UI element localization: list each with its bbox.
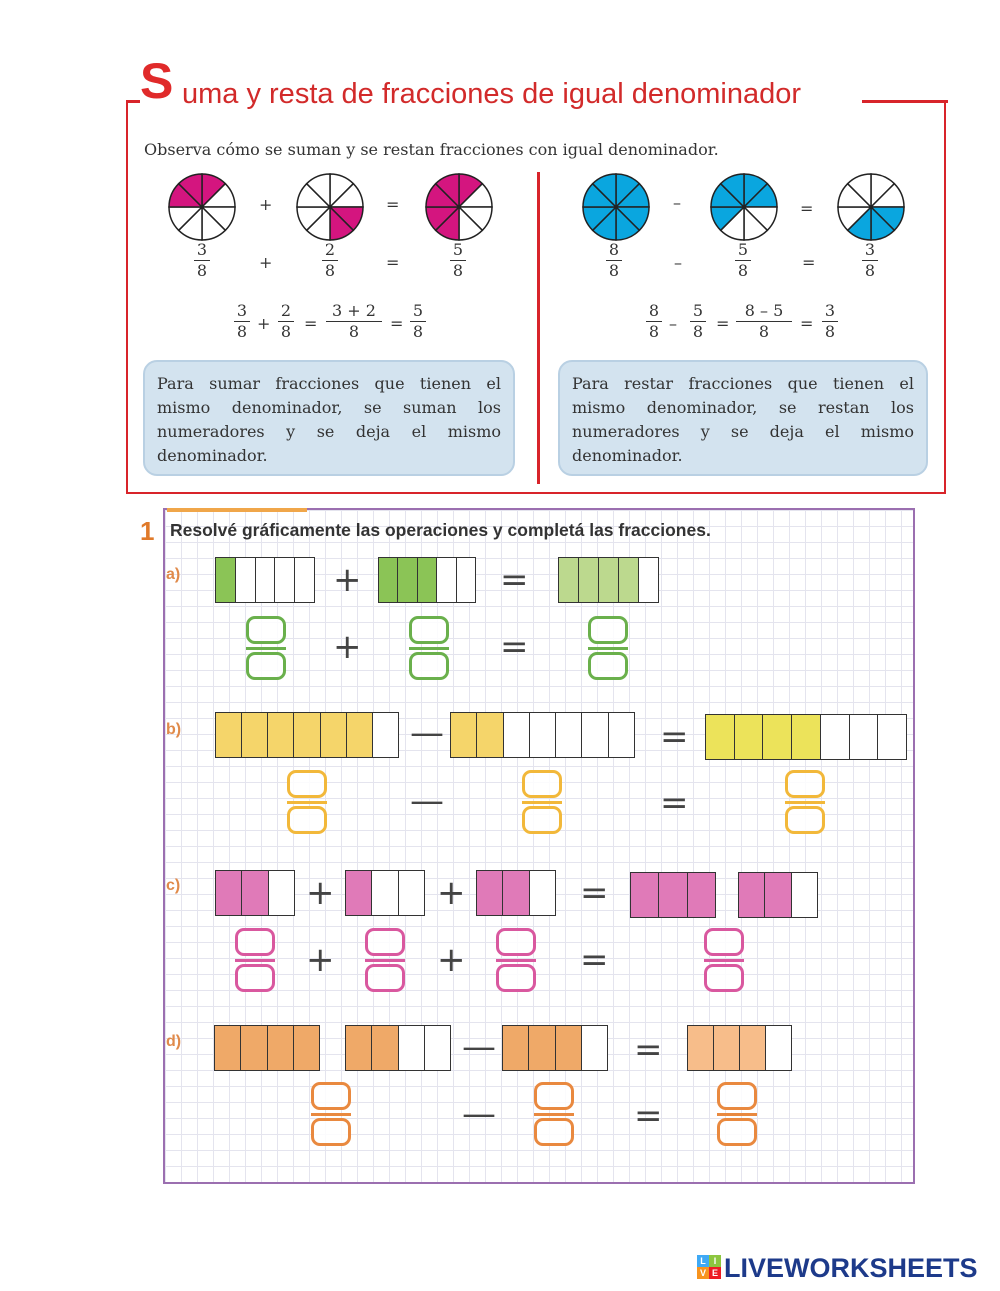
exercise-title: Resolvé gráficamente las operaciones y completá las fracciones. (170, 520, 711, 540)
row-label-d: d) (166, 1033, 182, 1050)
equals-sign: = (386, 253, 400, 272)
numerator-input[interactable] (235, 928, 275, 956)
plus-sign: + (437, 940, 466, 980)
answer-a2[interactable] (409, 616, 449, 682)
fraction-8-8 (606, 241, 622, 281)
denominator: 8 (758, 322, 770, 342)
plus-sign: + (333, 627, 362, 667)
expr-fraction-3-8 (234, 302, 250, 342)
row-label-c: c) (166, 877, 181, 894)
minus-sign: – (669, 314, 677, 333)
plus-sign: + (306, 940, 335, 980)
minus-sign: – (673, 193, 681, 212)
strip-a-result (558, 557, 659, 603)
title-initial: S (140, 53, 174, 109)
equals-sign: = (660, 717, 689, 757)
denominator: 8 (324, 261, 336, 281)
numerator: 3 (864, 240, 876, 259)
denominator: 8 (348, 322, 360, 342)
equals-sign: = (660, 783, 689, 823)
plus-sign: + (257, 314, 271, 333)
equals-sign: = (800, 199, 814, 218)
fraction-3-8-sub (862, 241, 878, 281)
fraction-5-8-sub (735, 241, 751, 281)
row-label-a: a) (166, 566, 181, 583)
expr-fraction-3-8-sub (822, 302, 838, 342)
equals-sign: = (716, 314, 730, 333)
pie-five-eighths-blue (708, 171, 780, 243)
numerator: 3 + 2 (332, 301, 376, 320)
strip-c-result-part (738, 872, 818, 918)
numerator-input[interactable] (311, 1082, 351, 1110)
numerator-input[interactable] (496, 928, 536, 956)
denominator-input[interactable] (704, 964, 744, 992)
strip-b-result (705, 714, 907, 760)
expr-fraction-8-8 (646, 302, 662, 342)
strip-c3 (476, 870, 556, 916)
denominator-input[interactable] (409, 652, 449, 680)
plus-sign: + (306, 873, 335, 913)
numerator: 5 (452, 240, 464, 259)
denominator-input[interactable] (785, 806, 825, 834)
denominator: 8 (196, 261, 208, 281)
numerator: 3 (236, 301, 248, 320)
exercise-tab (167, 508, 307, 512)
denominator: 8 (864, 261, 876, 281)
numerator: 8 – 5 (744, 301, 784, 320)
answer-b-result[interactable] (785, 770, 825, 836)
minus-sign: — (410, 713, 444, 753)
equals-sign: = (386, 195, 400, 214)
denominator-input[interactable] (365, 964, 405, 992)
brand-name: LIVEWORKSHEETS (724, 1253, 978, 1283)
expr-fraction-5-8 (410, 302, 426, 342)
strip-d-result (687, 1025, 792, 1071)
plus-sign: + (259, 253, 273, 272)
plus-sign: + (333, 560, 362, 600)
numerator: 2 (324, 240, 336, 259)
page-title: uma y resta de fracciones de igual denominador (182, 78, 802, 110)
equals-sign: = (304, 314, 318, 333)
answer-c1[interactable] (235, 928, 275, 994)
strip-b2 (450, 712, 635, 758)
expr-fraction-2-8 (278, 302, 294, 342)
sum-rule-box: Para sumar fracciones que tienen el mismo denominador, se suman los numeradores y se deja el mismo denominador. (143, 360, 515, 476)
denominator-input[interactable] (246, 652, 286, 680)
intro-text: Observa cómo se suman y se restan fracciones con igual denominador. (144, 140, 719, 159)
pie-three-eighths (166, 171, 238, 243)
denominator-input[interactable] (235, 964, 275, 992)
fraction-3-8 (194, 241, 210, 281)
strip-c1 (215, 870, 295, 916)
numerator-input[interactable] (409, 616, 449, 644)
answer-b2[interactable] (522, 770, 562, 836)
pie-eight-eighths (580, 171, 652, 243)
denominator-input[interactable] (534, 1118, 574, 1146)
denominator-input[interactable] (588, 652, 628, 680)
answer-d1[interactable] (311, 1082, 351, 1148)
strip-a2 (378, 557, 476, 603)
answer-b1[interactable] (287, 770, 327, 836)
denominator: 8 (824, 322, 836, 342)
numerator-input[interactable] (588, 616, 628, 644)
numerator-input[interactable] (287, 770, 327, 798)
numerator: 8 (648, 301, 660, 320)
denominator-input[interactable] (522, 806, 562, 834)
expr-fraction-diff (736, 302, 792, 342)
denominator-input[interactable] (496, 964, 536, 992)
denominator-input[interactable] (311, 1118, 351, 1146)
denominator: 8 (737, 261, 749, 281)
denominator: 8 (280, 322, 292, 342)
expr-fraction-5-8-sub (690, 302, 706, 342)
numerator-input[interactable] (785, 770, 825, 798)
strip-c2 (345, 870, 425, 916)
exercise-number: 1 (140, 516, 155, 546)
logo-letter: E (709, 1267, 721, 1279)
numerator: 5 (412, 301, 424, 320)
equals-sign: = (800, 314, 814, 333)
numerator-input[interactable] (522, 770, 562, 798)
answer-c3[interactable] (496, 928, 536, 994)
logo-letter: L (697, 1255, 709, 1267)
strip-a1 (215, 557, 315, 603)
logo-letter: V (697, 1267, 709, 1279)
equals-sign: = (634, 1030, 663, 1070)
equals-sign: = (634, 1096, 663, 1136)
answer-a-result[interactable] (588, 616, 628, 682)
explanation-divider (537, 172, 540, 484)
liveworksheets-logo-icon (697, 1255, 721, 1279)
plus-sign: + (259, 195, 273, 214)
denominator: 8 (236, 322, 248, 342)
equals-sign: = (802, 253, 816, 272)
denominator: 8 (692, 322, 704, 342)
numerator: 5 (692, 301, 704, 320)
minus-sign: — (462, 1027, 496, 1067)
expr-fraction-sum (326, 302, 382, 342)
numerator-input[interactable] (717, 1082, 757, 1110)
answer-d2[interactable] (534, 1082, 574, 1148)
denominator: 8 (648, 322, 660, 342)
denominator-input[interactable] (717, 1118, 757, 1146)
equals-sign: = (390, 314, 404, 333)
strip-b1 (215, 712, 399, 758)
minus-sign: – (674, 253, 682, 272)
equals-sign: = (500, 560, 529, 600)
answer-a1[interactable] (246, 616, 286, 682)
denominator: 8 (452, 261, 464, 281)
numerator: 5 (737, 240, 749, 259)
numerator-input[interactable] (534, 1082, 574, 1110)
numerator-input[interactable] (365, 928, 405, 956)
plus-sign: + (437, 873, 466, 913)
pie-three-eighths-blue (835, 171, 907, 243)
sub-rule-box: Para restar fracciones que tienen el mismo denominador, se restan los numeradores y se deja el mismo denominador. (558, 360, 928, 476)
pie-five-eighths (423, 171, 495, 243)
answer-d-result[interactable] (717, 1082, 757, 1148)
row-label-b: b) (166, 721, 182, 738)
numerator: 3 (196, 240, 208, 259)
denominator: 8 (412, 322, 424, 342)
logo-letter: I (709, 1255, 721, 1267)
numerator-input[interactable] (246, 616, 286, 644)
denominator: 8 (608, 261, 620, 281)
equals-sign: = (500, 627, 529, 667)
pie-two-eighths (294, 171, 366, 243)
denominator-input[interactable] (287, 806, 327, 834)
strip-d1-part (345, 1025, 451, 1071)
minus-sign: — (462, 1094, 496, 1134)
numerator: 2 (280, 301, 292, 320)
numerator: 3 (824, 301, 836, 320)
numerator-input[interactable] (704, 928, 744, 956)
numerator: 8 (608, 240, 620, 259)
strip-c-result-whole (630, 872, 716, 918)
minus-sign: — (410, 781, 444, 821)
equals-sign: = (580, 873, 609, 913)
strip-d2 (502, 1025, 608, 1071)
answer-c2[interactable] (365, 928, 405, 994)
fraction-5-8 (450, 241, 466, 281)
fraction-2-8 (322, 241, 338, 281)
strip-d1-whole (214, 1025, 320, 1071)
answer-c-result[interactable] (704, 928, 744, 994)
equals-sign: = (580, 940, 609, 980)
